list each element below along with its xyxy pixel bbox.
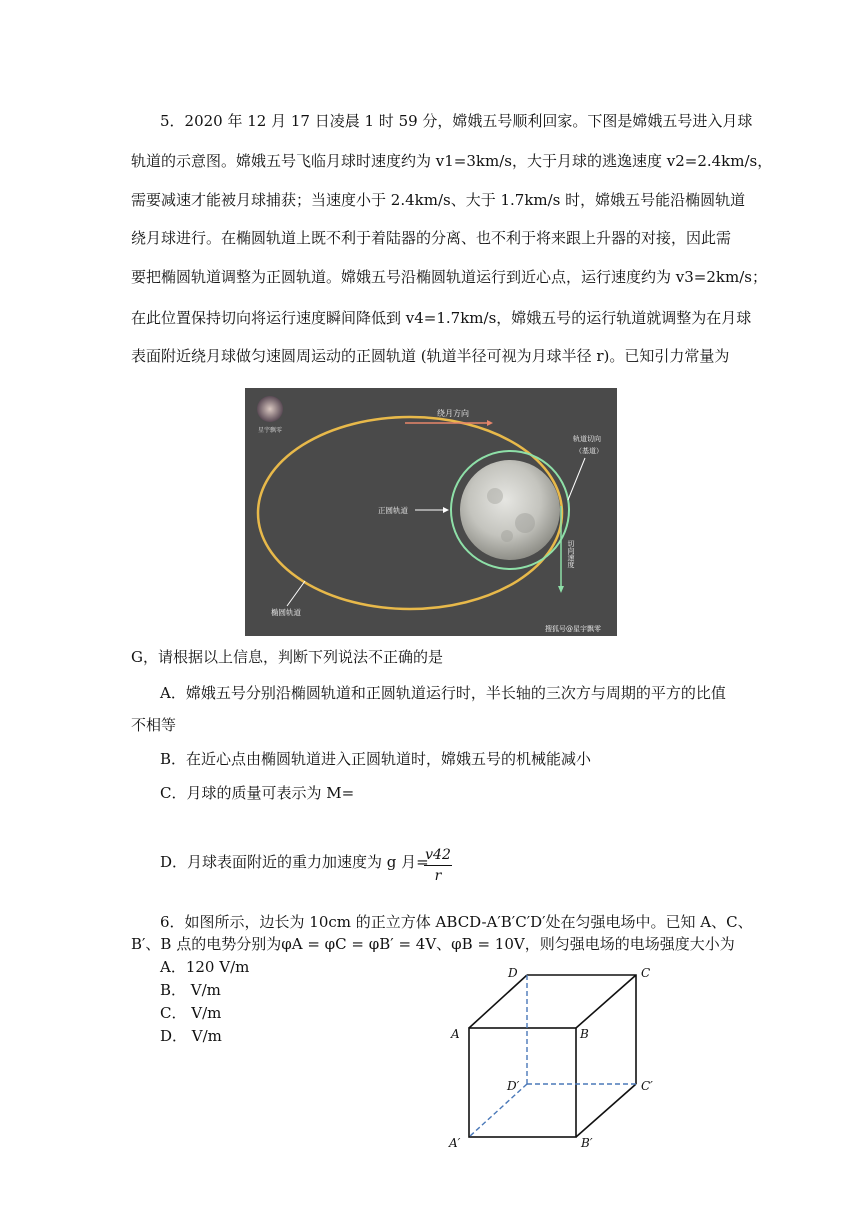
q5-line-7: 表面附近绕月球做匀速圆周运动的正圆轨道 (轨道半径可视为月球半径 r)。已知引力常量为 <box>131 347 730 365</box>
label-tangent-sub: （基道） <box>575 447 603 455</box>
vertex-a: A <box>451 1027 460 1041</box>
cube-edge-c1b1 <box>576 1084 636 1137</box>
orbit-diagram <box>245 388 617 636</box>
q5-option-c: C．月球的质量可表示为 M= <box>160 784 355 802</box>
fraction-numerator: v42 <box>425 847 451 863</box>
cube-diagram <box>440 960 660 1160</box>
label-circular-orbit: 正圆轨道 <box>378 506 408 515</box>
q6-option-c: C． V/m <box>160 1004 222 1022</box>
q5-line-4: 绕月球进行。在椭圆轨道上既不利于着陆器的分离、也不利于将来跟上升器的对接，因此需 <box>131 229 732 247</box>
vertex-c: C <box>641 966 651 980</box>
logo-icon <box>257 396 283 422</box>
gravity-fraction <box>424 847 452 884</box>
label-tangent-speed: 切向速度 <box>567 540 575 568</box>
q6-line-1: 6．如图所示，边长为 10cm 的正立方体 ABCD-A′B′C′D′处在匀强电场中。已知 A、C、 <box>160 913 753 931</box>
vertex-b: B <box>580 1027 589 1041</box>
cube-front-face <box>469 1028 576 1137</box>
label-elliptical-orbit: 椭圆轨道 <box>271 608 301 617</box>
q5-option-b: B．在近心点由椭圆轨道进入正圆轨道时，嫦娥五号的机械能减小 <box>160 750 592 768</box>
cube-edge-da <box>469 975 527 1028</box>
q5-line-5: 要把椭圆轨道调整为正圆轨道。嫦娥五号沿椭圆轨道运行到近心点，运行速度约为 v3=2km/s； <box>131 268 767 286</box>
q6-option-d: D． V/m <box>160 1027 222 1045</box>
q5-line-3: 需要减速才能被月球捕获；当速度小于 2.4km/s、大于 1.7km/s 时，嫦娥五号能沿椭圆轨道 <box>131 191 746 209</box>
tangent-pointer <box>568 458 585 500</box>
moon-icon <box>460 460 560 560</box>
q5-option-a-2: 不相等 <box>131 716 177 734</box>
logo-label: 星宇飘零 <box>257 427 283 434</box>
vertex-a-prime: A′ <box>449 1136 461 1150</box>
q5-option-d: D．月球表面附近的重力加速度为 g 月= <box>160 853 429 871</box>
cube-figure <box>440 960 660 1164</box>
q5-line-2: 轨道的示意图。嫦娥五号飞临月球时速度约为 v1=3km/s，大于月球的逃逸速度 v2=2.4km/s， <box>131 152 773 170</box>
q5-line-1: 5．2020 年 12 月 17 日凌晨 1 时 59 分，嫦娥五号顺利回家。下图是嫦娥五号进入月球 <box>160 112 753 130</box>
q5-line-6: 在此位置保持切向将运行速度瞬间降低到 v4=1.7km/s，嫦娥五号的运行轨道就调整为在月球 <box>131 309 752 327</box>
cube-edge-cb <box>576 975 636 1028</box>
vertex-d-prime: D′ <box>507 1079 520 1093</box>
label-tangent: 轨道切向 <box>573 435 601 443</box>
q6-line-2: B′、B 点的电势分别为φA = φC = φB′ = 4V、φB = 10V，则匀强电场的电场强度大小为 <box>131 935 735 953</box>
vertex-c-prime: C′ <box>641 1079 653 1093</box>
q5-line-8: G，请根据以上信息，判断下列说法不正确的是 <box>131 648 443 666</box>
q6-option-b: B． V/m <box>160 981 221 999</box>
label-source: 搜狐号@星宇飘零 <box>545 625 601 633</box>
q6-option-a: A．120 V/m <box>160 958 250 976</box>
vertex-d: D <box>508 966 518 980</box>
fraction-denominator: r <box>434 868 442 884</box>
vertex-b-prime: B′ <box>581 1136 593 1150</box>
q5-option-a-1: A．嫦娥五号分别沿椭圆轨道和正圆轨道运行时，半长轴的三次方与周期的平方的比值 <box>160 684 726 702</box>
label-moon-direction: 绕月方向 <box>437 409 469 418</box>
orbit-figure <box>245 388 617 636</box>
